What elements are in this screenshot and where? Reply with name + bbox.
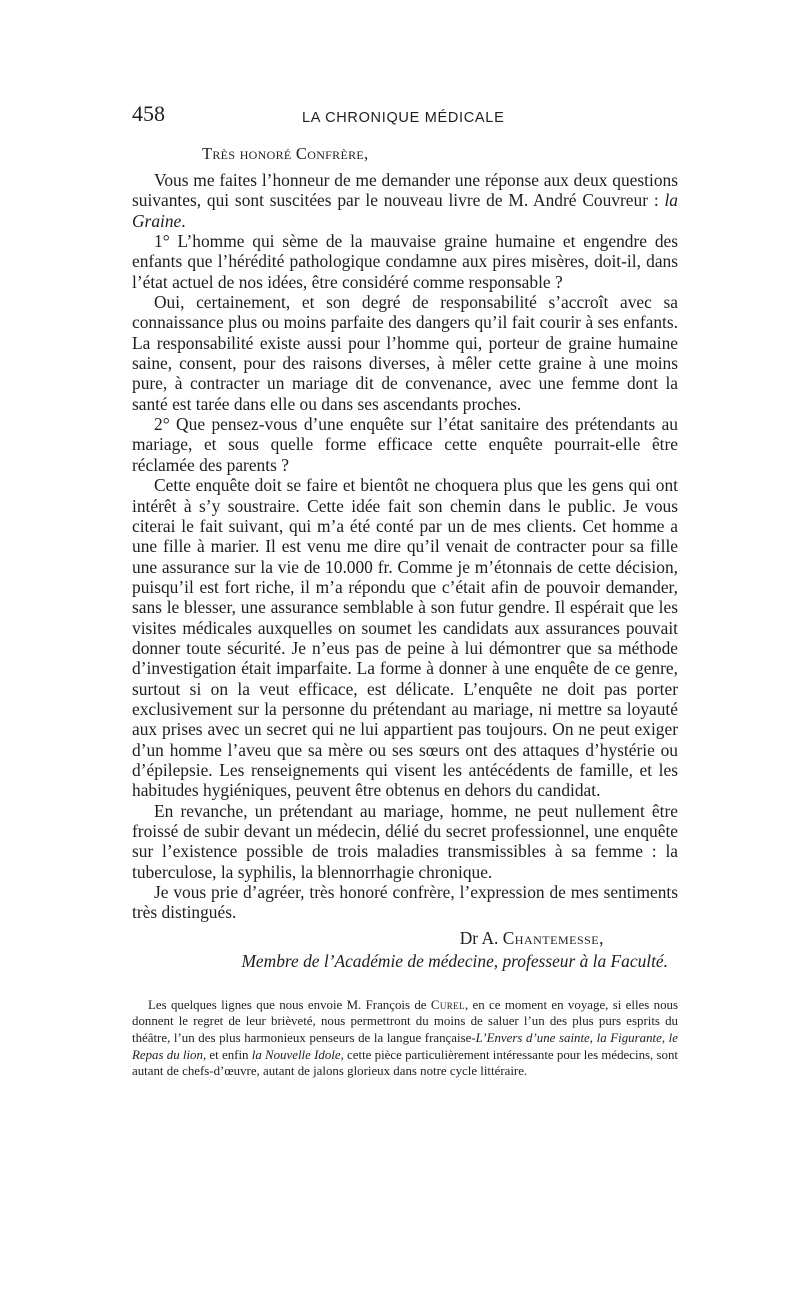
- question-2: 2° Que pensez-vous d’une enquête sur l’état sanitaire des prétendants au mariage, et sous quelle forme efficace cette enquête pourrait-elle être réclamée des parents ?: [132, 414, 678, 475]
- intro-end: .: [181, 210, 186, 231]
- note-sep-1: ,: [589, 1030, 597, 1045]
- salutation: Très honoré Confrère,: [202, 144, 369, 163]
- intro-text: Vous me faites l’honneur de me demander une réponse aux deux questions suivantes, qui sont suscitées par le nouveau livre de M. André Couvreur :: [132, 170, 678, 211]
- note-sep-3: , et enfin: [202, 1047, 252, 1062]
- closing-paragraph: Je vous prie d’agréer, très honoré confrère, l’expression de mes sentiments très distingués.: [132, 882, 678, 923]
- work-title-1: L’Envers d’une sainte: [475, 1030, 590, 1045]
- page-number: 458: [132, 101, 165, 126]
- signature-title: Membre de l’Académie de médecine, professeur à la Faculté.: [241, 950, 668, 971]
- signature-name: [132, 927, 678, 950]
- running-header: [132, 100, 678, 132]
- note-text-2: , en ce moment en voyage, si elles nous donnent le regret de leur brièveté, nous permettront du moins de saluer l’un des plus purs esprits du théâtre, l’un des plus harmonieux penseurs de la langue française-: [132, 997, 678, 1045]
- paragraph-revanche: En revanche, un prétendant au mariage, homme, ne peut nullement être froissé de subir devant un médecin, délié du secret professionnel, une enquête sur l’existence possible de trois maladies transmissibles à sa femme : la tuberculose, la syphilis, la blennorrhagie chronique.: [132, 800, 678, 882]
- book-title: la Graine: [132, 190, 678, 231]
- note-text-3: , cette pièce particulièrement intéressante pour les médecins, sont autant de chefs-d’œuvre, autant de jalons glorieux dans notre cycle littéraire.: [132, 1047, 678, 1079]
- signature-prefix: Dr A.: [459, 927, 503, 948]
- intro-paragraph: [132, 170, 678, 231]
- note-text-1: Les quelques lignes que nous envoie M. François de: [148, 997, 431, 1012]
- signature-block: [132, 927, 678, 973]
- work-title-3: le Repas du lion: [132, 1030, 678, 1062]
- journal-title: LA CHRONIQUE MÉDICALE: [302, 110, 505, 126]
- signature-surname: Chantemesse,: [502, 927, 604, 948]
- answer-1: Oui, certainement, et son degré de responsabilité s’accroît avec sa connaissance plus ou moins parfaite des dangers qu’il fait courir à ses enfants. La responsabilité existe aussi pour l’homme qui, porteur de graine humaine saine, consent, pour des raisons diverses, à mêler cette graine à une moins pure, à contracter un mariage dit de convenance, avec une femme dont la santé est tarée dans elle ou dans ses ascendants proches.: [132, 292, 678, 414]
- document-page: [132, 100, 678, 1093]
- note-author: Curel: [430, 997, 465, 1012]
- answer-2: Cette enquête doit se faire et bientôt ne choquera plus que les gens qui ont intérêt à s’y soustraire. Cette idée fait son chemin dans le public. Je vous citerai le fait suivant, qui m’a été conté par un de mes clients. Cet homme a une fille à marier. Il est venu me dire qu’il venait de contracter pour sa fille une assurance sur la vie de 10.000 fr. Comme je m’étonnais de cette décision, puisqu’il est fort riche, il m’a répondu que c’était afin de pouvoir demander, sans le blesser, une assurance semblable à son futur gendre. Il espérait que les visites médicales auxquelles on soumet les candidats aux assurances pouvait donner toute sécurité. Je n’eus pas de peine à lui démontrer que sa méthode d’investigation était imparfaite. La forme à donner à une enquête de ce genre, surtout si on la veut efficace, est délicate. L’enquête ne doit pas porter exclusivement sur la personne du prétendant au mariage, ni mettre sa loyauté aux prises avec un secret qui ne lui appartient pas toujours. On ne peut exiger d’un homme l’aveu que sa mère ou ses sœurs ont des attaques d’hystérie ou d’épilepsie. Les renseignements qui visent les antécédents de famille, et les habitudes hygiéniques, peuvent être obtenus en dehors du candidat.: [132, 475, 678, 801]
- letter-body: [132, 170, 678, 923]
- question-1: 1° L’homme qui sème de la mauvaise graine humaine et engendre des enfants que l’hérédité pathologique condamne aux pires misères, doit-il, dans l’état actuel de nos idées, être considéré comme responsable ?: [132, 231, 678, 292]
- work-title-4: la Nouvelle Idole: [251, 1047, 341, 1062]
- work-title-2: la Figurante: [596, 1030, 662, 1045]
- editorial-note: [132, 997, 678, 1080]
- note-sep-2: ,: [661, 1030, 669, 1045]
